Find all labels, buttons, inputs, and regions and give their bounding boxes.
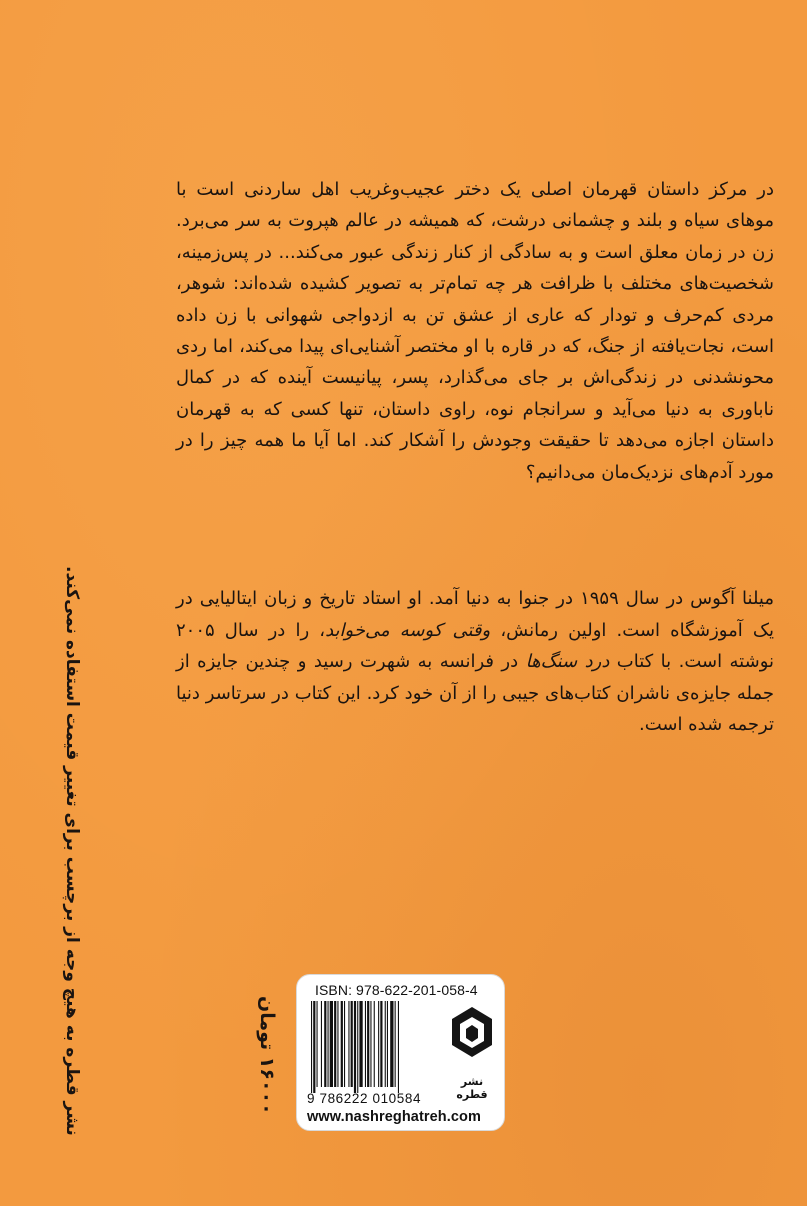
author-bio-text-1: میلنا آگوس در سال ۱۹۵۹ در جنوا به دنیا آمد. او استاد تاریخ و زبان ایتالیایی در یک آموزشگاه است. اولین رمانش، <box>176 588 775 641</box>
author-bio <box>176 583 774 741</box>
author-bio-text-2: ، را در سال ۲۰۰۵ نوشته است. با کتاب <box>176 619 774 673</box>
barcode-panel <box>296 974 505 1131</box>
barcode-digits: 9 786222 010584 <box>307 1091 422 1106</box>
isbn-label: ISBN: 978-622-201-058-4 <box>315 982 478 998</box>
publisher-logo-icon <box>450 1005 494 1075</box>
book-blurb: در مرکز داستان قهرمان اصلی یک دختر عجیب‌وغریب اهل ساردنی است با موهای سیاه و بلند و چشمانی درشت، که همیشه در عالم هپروت به سر می‌برد. زن در زمان معلق است و به سادگی از کنار زندگی عبور می‌کند... در پس‌زمینه، شخصیت‌های مختلف با ظرافت هر چه تمام‌تر به تصویر کشیده شده‌اند: شوهر، مردی کم‌حرف و تودار که عاری از عشق تن به ازدواجی شهوانی با زن داده است، نجات‌یافته از جنگ، که در قاره با او مختصر آشنایی‌ای پیدا می‌کند، اما ردی محونشدنی در زندگی‌اش بر جای می‌گذارد، پسر، پیانیست آینده که در کمال ناباوری به دنیا می‌آید و سرانجام نوه، راوی داستان، تنها کسی که به قهرمان داستان اجازه می‌دهد تا حقیقت وجودش را آشکار کند. اما آیا ما همه چیز را در مورد آدم‌های نزدیک‌مان می‌دانیم؟ <box>176 179 774 483</box>
author-bio-text-3: در فرانسه به شهرت رسید و چندین جایزه از جمله جایزه‌ی ناشران کتاب‌های جیبی را از آن خود کرد. این کتاب در سرتاسر دنیا ترجمه شده است. <box>176 651 774 736</box>
barcode-icon <box>311 1001 439 1093</box>
publisher-name: نشر قطره <box>456 1075 488 1101</box>
first-novel-title: وقتی کوسه می‌خوابد <box>325 619 491 641</box>
second-novel-title: درد سنگ‌ها <box>525 651 610 673</box>
publisher-website: www.nashreghatreh.com <box>307 1109 481 1125</box>
price-label: ۱۶۰۰۰ تومان <box>256 995 278 1115</box>
price-sticker-notice: نشر قطره به هیچ وجه از برچسب برای تغییر قیمت استفاده نمی‌کند. <box>62 566 82 1136</box>
